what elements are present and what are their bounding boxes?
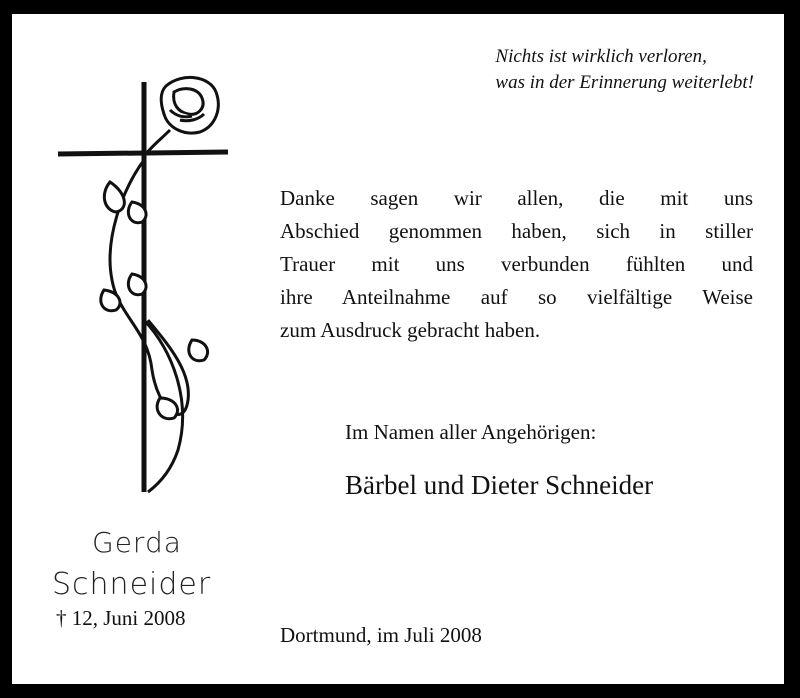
thanks-line: ihre Anteilnahme auf so vielfältige Weise [280,285,753,309]
thank-you-paragraph [280,182,753,347]
quote-line-1: Nichts ist wirklich verloren, [495,46,707,67]
thanks-line: Abschied genommen haben, sich in stiller [280,219,753,243]
thanks-line: Danke sagen wir allen, die mit uns [280,186,753,210]
obituary-card [12,14,784,684]
memorial-quote [495,44,754,96]
thanks-line: zum Ausdruck gebracht haben. [280,318,541,342]
deceased-last-name: Schneider [52,567,212,602]
thanks-line: Trauer mit uns verbunden fühlten und [280,252,753,276]
signature-names: Bärbel und Dieter Schneider [345,470,654,500]
deceased-first-name: Gerda [92,526,182,559]
signature-intro: Im Namen aller Angehörigen: [345,420,597,444]
place-and-date: Dortmund, im Juli 2008 [280,623,482,647]
quote-line-2: was in der Erinnerung weiterlebt! [495,72,754,93]
death-date: † 12, Juni 2008 [56,606,186,630]
cross-with-rose-icon [52,70,242,510]
